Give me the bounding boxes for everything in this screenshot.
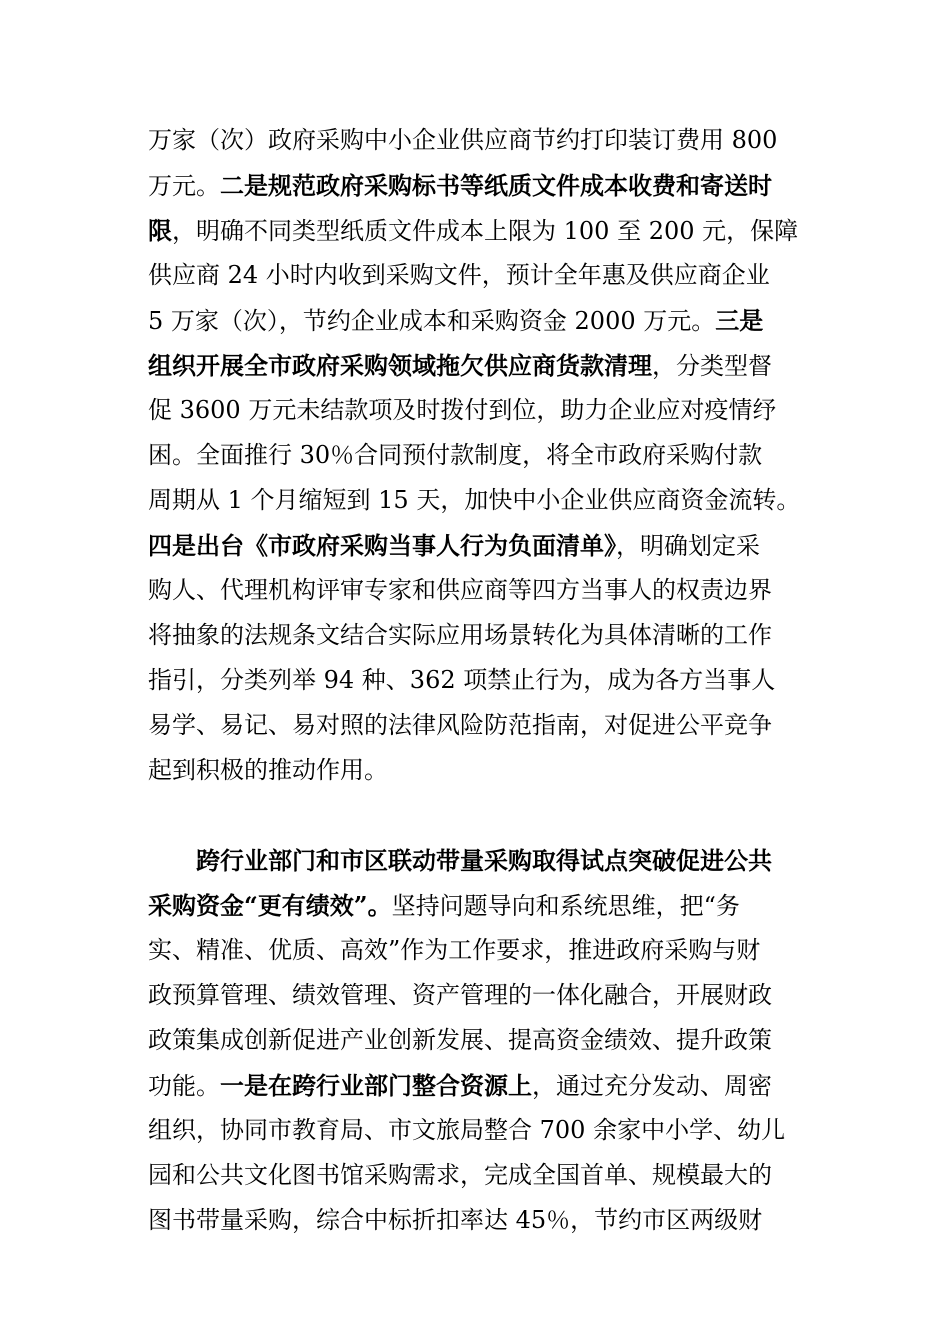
text-run: 园和公共文化图书馆采购需求，完成全国首单、规模最大的 bbox=[148, 1161, 772, 1189]
text-run: ，分类型督 bbox=[652, 352, 772, 380]
text-line bbox=[148, 163, 808, 208]
text-line bbox=[148, 343, 808, 388]
bold-text-run: 三是 bbox=[715, 306, 764, 335]
text-run: 万家（次）政府采购中小企业供应商节约打印装订费用 800 bbox=[148, 126, 778, 154]
text-run: 5 万家（次），节约企业成本和采购资金 2000 万元。 bbox=[148, 307, 716, 335]
text-run: 指引，分类列举 94 种、362 项禁止行为，成为各方当事人 bbox=[148, 666, 776, 694]
text-run: 促 3600 万元未结款项及时拨付到位，助力企业应对疫情纾 bbox=[148, 396, 777, 424]
text-run: 周期从 1 个月缩短到 15 天，加快中小企业供应商资金流转。 bbox=[148, 486, 801, 514]
text-run: 将抽象的法规条文结合实际应用场景转化为具体清晰的工作 bbox=[148, 621, 772, 649]
bold-text-run: 二是规范政府采购标书等纸质文件成本收费和寄送时 bbox=[220, 171, 772, 200]
text-run: 政预算管理、绩效管理、资产管理的一体化融合，开展财政 bbox=[148, 981, 772, 1009]
document-body bbox=[148, 118, 808, 1243]
text-line bbox=[148, 1153, 808, 1198]
text-run: 供应商 24 小时内收到采购文件，预计全年惠及供应商企业 bbox=[148, 261, 770, 289]
bold-text-run: 四是出台《市政府采购当事人行为负面清单》 bbox=[148, 531, 616, 560]
paragraph-spacer bbox=[148, 793, 808, 838]
text-run: 组织，协同市教育局、市文旅局整合 700 余家中小学、幼儿 bbox=[148, 1116, 786, 1144]
text-line bbox=[148, 1108, 808, 1153]
text-line bbox=[148, 613, 808, 658]
text-run: ，明确划定采 bbox=[616, 532, 760, 560]
text-line bbox=[148, 388, 808, 433]
text-line bbox=[148, 973, 808, 1018]
text-line bbox=[148, 1018, 808, 1063]
text-line bbox=[148, 298, 808, 343]
text-line bbox=[148, 658, 808, 703]
text-line bbox=[148, 208, 808, 253]
text-line bbox=[148, 838, 808, 883]
text-run: 图书带量采购，综合中标折扣率达 45％，节约市区两级财 bbox=[148, 1206, 763, 1234]
text-line bbox=[148, 883, 808, 928]
text-run: 易学、易记、易对照的法律风险防范指南，对促进公平竞争 bbox=[148, 711, 772, 739]
text-line bbox=[148, 928, 808, 973]
text-run: 政策集成创新促进产业创新发展、提高资金绩效、提升政策 bbox=[148, 1026, 772, 1054]
text-line bbox=[148, 1198, 808, 1243]
text-line bbox=[148, 523, 808, 568]
text-run: 困。全面推行 30％合同预付款制度，将全市政府采购付款 bbox=[148, 441, 763, 469]
bold-text-run: 跨行业部门和市区联动带量采购取得试点突破促进公共 bbox=[196, 846, 772, 875]
bold-text-run: 组织开展全市政府采购领域拖欠供应商货款清理 bbox=[148, 351, 652, 380]
text-line bbox=[148, 748, 808, 793]
text-run: 坚持问题导向和系统思维，把“务 bbox=[391, 892, 740, 920]
bold-text-run: 采购资金“更有绩效”。 bbox=[148, 891, 392, 920]
text-line bbox=[148, 568, 808, 613]
text-line bbox=[148, 253, 808, 298]
text-run: 实、精准、优质、高效”作为工作要求，推进政府采购与财 bbox=[148, 936, 761, 964]
paragraph-2 bbox=[148, 838, 808, 1243]
bold-text-run: 限 bbox=[148, 216, 172, 245]
text-run: 起到积极的推动作用。 bbox=[148, 756, 388, 784]
paragraph-1 bbox=[148, 118, 808, 793]
text-line bbox=[148, 118, 808, 163]
text-run: ，通过充分发动、周密 bbox=[532, 1072, 772, 1100]
text-run: 购人、代理机构评审专家和供应商等四方当事人的权责边界 bbox=[148, 576, 772, 604]
text-run: ，明确不同类型纸质文件成本上限为 100 至 200 元，保障 bbox=[172, 217, 799, 245]
text-line bbox=[148, 433, 808, 478]
text-run: 万元。 bbox=[148, 172, 220, 200]
bold-text-run: 一是在跨行业部门整合资源上 bbox=[220, 1071, 532, 1100]
text-line bbox=[148, 478, 808, 523]
text-line bbox=[148, 703, 808, 748]
text-run: 功能。 bbox=[148, 1072, 220, 1100]
text-line bbox=[148, 1063, 808, 1108]
